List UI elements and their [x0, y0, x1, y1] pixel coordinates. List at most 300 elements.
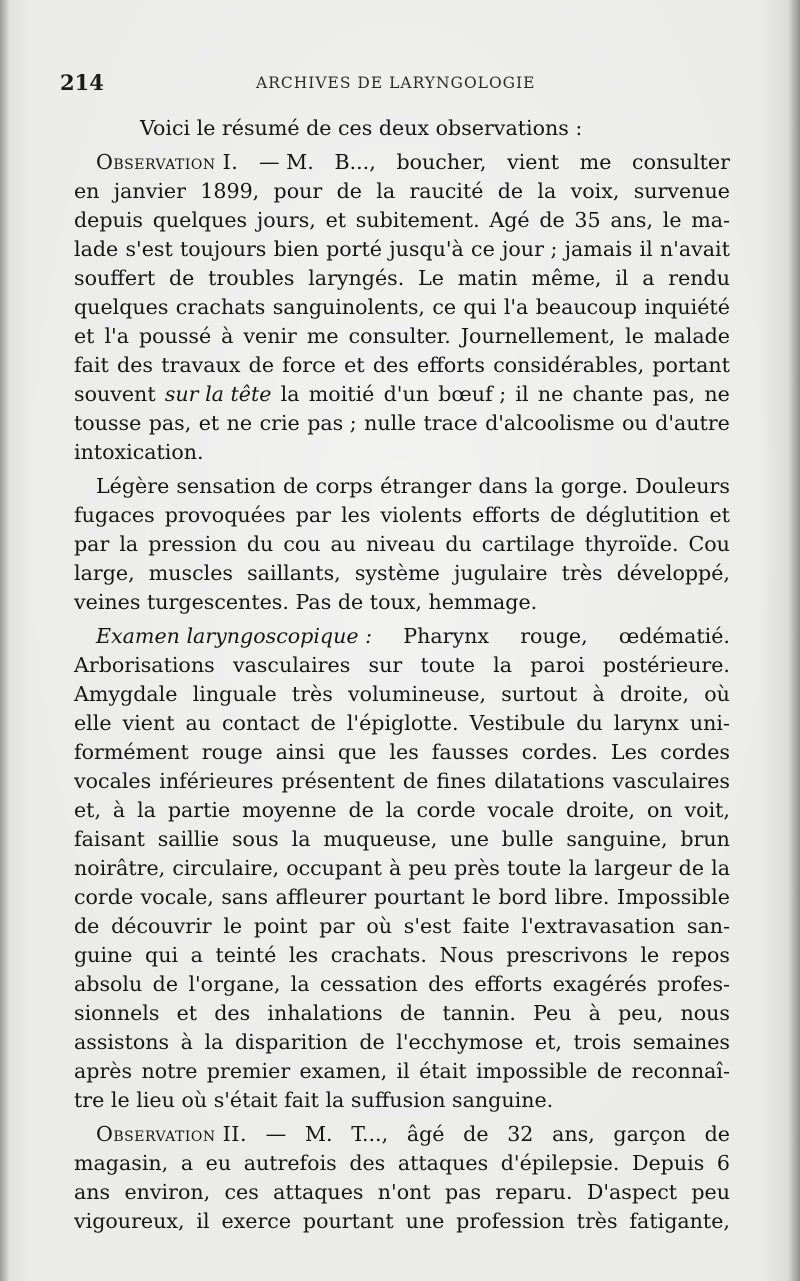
text-line — [74, 559, 730, 588]
word: consulter. — [348, 324, 451, 348]
text-line — [74, 235, 730, 264]
word: vient — [507, 150, 560, 174]
word: tannin. — [442, 1001, 516, 1025]
word: Vestibule — [469, 711, 566, 735]
word: à — [221, 324, 234, 348]
word: lade — [74, 237, 119, 261]
word: ces — [224, 1180, 259, 1204]
word: eu — [205, 1151, 232, 1175]
word: Impossible — [616, 885, 730, 909]
word: bœuf ; — [438, 382, 507, 406]
word: suffusion — [350, 1088, 446, 1112]
word: inférieures — [159, 769, 274, 793]
word: magasin, — [74, 1151, 169, 1175]
word: sanguine. — [452, 1088, 554, 1112]
word: la — [376, 179, 396, 203]
word: poussé — [138, 324, 212, 348]
word: la — [325, 1088, 345, 1112]
word: par — [319, 914, 355, 938]
word: voix, — [570, 179, 620, 203]
word: l'ecchymose — [396, 1030, 524, 1054]
text-line — [74, 530, 730, 559]
word: toute — [420, 653, 475, 677]
word: dilatations — [494, 769, 605, 793]
word: brun — [680, 827, 730, 851]
text-line — [74, 651, 730, 680]
word: point — [253, 914, 308, 938]
word: fausses — [431, 740, 509, 764]
word: système — [354, 561, 440, 585]
word: gorge. — [560, 474, 629, 498]
word: impossible — [476, 1059, 588, 1083]
word: on — [646, 798, 673, 822]
word: examen, — [299, 1059, 388, 1083]
word: veines — [74, 590, 141, 614]
word: très — [291, 682, 333, 706]
word: peu, — [618, 1001, 664, 1025]
word: le — [472, 885, 491, 909]
word: muscles — [148, 561, 234, 585]
word: et — [709, 503, 730, 527]
word: large, — [74, 561, 135, 585]
word: faite — [462, 914, 510, 938]
word: Amygdale — [74, 682, 178, 706]
word: survenue — [633, 179, 730, 203]
word: rouge, — [520, 624, 588, 648]
word: cou — [283, 532, 321, 556]
observation-label: Observation I. — [96, 150, 239, 174]
word: il — [515, 382, 529, 406]
word: ne — [226, 411, 253, 435]
word: attaques — [273, 1180, 364, 1204]
word: jamais — [564, 237, 633, 261]
word: crachats. — [330, 943, 427, 967]
word: même, — [531, 266, 602, 290]
word: saillie — [157, 827, 220, 851]
text-line — [74, 114, 730, 143]
word: notre — [141, 1059, 198, 1083]
word: a — [180, 1151, 194, 1175]
word: de — [348, 798, 374, 822]
text-line — [74, 854, 730, 883]
word: vocale, — [140, 885, 214, 909]
word: garçon — [613, 1122, 686, 1146]
word: pas, — [148, 411, 192, 435]
text-line — [74, 472, 730, 501]
word: turgescentes. — [147, 590, 289, 614]
word: découvrir — [111, 914, 212, 938]
word: Nous — [439, 943, 494, 967]
word: à — [180, 1030, 193, 1054]
word: matin — [457, 266, 518, 290]
word: d'autre — [655, 411, 730, 435]
word: s'est — [125, 237, 173, 261]
word: troubles — [208, 266, 295, 290]
text-line — [74, 767, 730, 796]
word: bord — [498, 885, 548, 909]
word: fines — [436, 769, 487, 793]
word: autrefois — [243, 1151, 337, 1175]
word: vocales — [74, 769, 152, 793]
word: Arborisations — [74, 653, 215, 677]
word: hemmage. — [428, 590, 538, 614]
word: l'a — [503, 295, 529, 319]
word: droite, — [619, 682, 689, 706]
word: s'est — [403, 914, 452, 938]
word: exagérés — [552, 972, 647, 996]
word: trace — [423, 411, 478, 435]
word: d'un — [383, 382, 429, 406]
word: a — [642, 266, 655, 290]
word: moitié — [308, 382, 375, 406]
word: la — [291, 827, 311, 851]
word: où — [366, 914, 393, 938]
word: linguale — [192, 682, 277, 706]
word: des — [428, 972, 465, 996]
word: quelques — [74, 295, 169, 319]
word: exerce — [221, 1209, 292, 1233]
text-line — [74, 1057, 730, 1086]
word: de — [704, 1122, 730, 1146]
page-right-edge — [788, 0, 800, 1281]
word: noirâtre, — [74, 856, 166, 880]
text-line — [74, 883, 730, 912]
text-line — [74, 293, 730, 322]
word: inquiété — [644, 295, 730, 319]
word: pour — [273, 179, 323, 203]
word: ans, — [610, 208, 654, 232]
word: d'épilepsie. — [500, 1151, 620, 1175]
word: elle — [74, 711, 112, 735]
word: toux, — [369, 590, 422, 614]
word: rouge — [201, 740, 263, 764]
word: trois — [573, 1030, 622, 1054]
text-line — [74, 1178, 730, 1207]
word: Cou — [688, 532, 730, 556]
word: malade — [653, 324, 730, 348]
word: ne — [704, 382, 730, 406]
word: consulter — [632, 150, 730, 174]
word: reconnaî- — [631, 1059, 730, 1083]
word: la — [204, 1030, 224, 1054]
word: pression — [148, 532, 237, 556]
word: de — [337, 590, 364, 614]
word: jour ; — [502, 237, 558, 261]
word: dans — [478, 474, 528, 498]
word: tre — [74, 1088, 105, 1112]
word: la — [493, 653, 513, 677]
word: pourtant — [302, 1209, 394, 1233]
word: des — [117, 353, 153, 377]
word: disparition — [234, 1030, 348, 1054]
text-line — [74, 999, 730, 1028]
text-line — [74, 264, 730, 293]
word: qui — [463, 295, 497, 319]
word: l'épiglotte. — [346, 711, 459, 735]
word: reparu. — [495, 1180, 573, 1204]
word: le — [223, 914, 243, 938]
word: violents — [380, 503, 463, 527]
word: pas — [444, 1180, 482, 1204]
word: à — [588, 1001, 601, 1025]
word: fatigante, — [629, 1209, 730, 1233]
word: fait — [284, 1088, 319, 1112]
word: de — [497, 179, 524, 203]
word: nous — [680, 1001, 730, 1025]
word: provoquées — [164, 503, 286, 527]
word: boucher, — [396, 150, 487, 174]
word: ce — [471, 237, 495, 261]
text-line — [74, 322, 730, 351]
word: qui — [145, 943, 179, 967]
word: de — [74, 914, 100, 938]
word: saillants, — [247, 561, 341, 585]
text-line — [74, 177, 730, 206]
word: portant — [652, 353, 730, 377]
word: muqueuse, — [323, 827, 438, 851]
word: du — [246, 532, 274, 556]
word: environ, — [124, 1180, 211, 1204]
word: présentent — [281, 769, 395, 793]
word: niveau — [366, 532, 436, 556]
word: jours, — [256, 208, 316, 232]
text-line — [74, 1086, 730, 1115]
word: de — [399, 1001, 426, 1025]
word: libre. — [554, 885, 610, 909]
word: à — [112, 798, 126, 822]
word: a — [190, 943, 203, 967]
running-head — [60, 70, 740, 100]
word: cordes — [660, 740, 730, 764]
text-line — [74, 970, 730, 999]
word: formément — [74, 740, 189, 764]
word: la — [290, 972, 310, 996]
word: le — [640, 943, 660, 967]
word: peu — [691, 1180, 730, 1204]
word: et, — [534, 1030, 562, 1054]
word: la — [534, 474, 554, 498]
word: l'a — [104, 324, 129, 348]
word: très — [576, 1209, 618, 1233]
word: droite, — [566, 798, 636, 822]
word: — M. — [259, 150, 314, 174]
text-line — [74, 1028, 730, 1057]
word: D'aspect — [586, 1180, 678, 1204]
word: au — [330, 532, 357, 556]
word: Depuis — [631, 1151, 705, 1175]
word: — — [265, 1122, 287, 1146]
word: et — [325, 208, 347, 232]
text-line — [74, 1120, 730, 1149]
page-left-edge — [0, 0, 10, 1281]
word: postérieure. — [602, 653, 730, 677]
word: la — [568, 856, 588, 880]
word: du — [445, 532, 472, 556]
word: 35 — [574, 208, 601, 232]
word: largeur — [594, 856, 672, 880]
text-line — [74, 438, 730, 467]
word: de — [282, 474, 309, 498]
word: nulle — [364, 411, 417, 435]
word: paroi — [530, 653, 585, 677]
word: Peu — [533, 1001, 572, 1025]
word: il — [196, 1209, 210, 1233]
word: près — [454, 856, 500, 880]
word: déglutition — [585, 503, 700, 527]
word: bulle — [501, 827, 554, 851]
text-line — [74, 825, 730, 854]
word: fugaces — [74, 503, 155, 527]
word: bien — [273, 237, 319, 261]
word: s'était — [213, 1088, 278, 1112]
text-line — [74, 622, 730, 651]
word: une — [450, 827, 489, 851]
word: janvier — [113, 179, 186, 203]
word: que — [337, 740, 377, 764]
word: efforts — [474, 972, 543, 996]
word: de — [402, 769, 429, 793]
word: à — [592, 682, 605, 706]
word: la — [137, 798, 156, 822]
word: san- — [686, 914, 730, 938]
word: n'ont — [377, 1180, 431, 1204]
word: et — [176, 1001, 198, 1025]
word: par — [295, 503, 331, 527]
word: par — [74, 532, 110, 556]
word: tousse — [74, 411, 142, 435]
word: Pharynx — [403, 624, 489, 648]
word: d'alcoolisme — [485, 411, 615, 435]
word: subitement. — [355, 208, 480, 232]
text-line — [74, 409, 730, 438]
word: M. — [304, 1122, 333, 1146]
word: depuis — [74, 208, 143, 232]
word: développé, — [616, 561, 730, 585]
word: à — [389, 856, 402, 880]
word: Pas — [295, 590, 332, 614]
text-line — [74, 588, 730, 617]
word: teinté — [215, 943, 277, 967]
running-title: ARCHIVES DE LARYNGOLOGIE — [256, 74, 536, 92]
text-line — [74, 351, 730, 380]
word: circulaire, — [172, 856, 280, 880]
word: après — [74, 1059, 133, 1083]
word: travaux — [161, 353, 241, 377]
text-line — [74, 738, 730, 767]
word: ainsi — [275, 740, 325, 764]
word: occupant — [286, 856, 382, 880]
word: de — [310, 711, 336, 735]
word: de — [359, 1030, 385, 1054]
word: efforts — [472, 503, 541, 527]
text-line — [74, 709, 730, 738]
word: les — [288, 943, 319, 967]
word: attaques — [397, 1151, 489, 1175]
word: cessation — [320, 972, 418, 996]
word: des — [214, 1001, 251, 1025]
word: sanguinolents, — [272, 295, 425, 319]
word: sans — [221, 885, 269, 909]
word: chante — [572, 382, 644, 406]
word: cordes. — [521, 740, 598, 764]
word: ans, — [552, 1122, 595, 1146]
word: Douleurs — [635, 474, 730, 498]
word: corps — [315, 474, 373, 498]
word: où — [181, 1088, 208, 1112]
word: une — [405, 1209, 445, 1233]
word: affleurer — [275, 885, 367, 909]
word: de — [550, 503, 576, 527]
word: vient — [122, 711, 175, 735]
word: corde — [416, 798, 476, 822]
word: volumineuse, — [348, 682, 487, 706]
word: inhalations — [267, 1001, 383, 1025]
word: vocale — [487, 798, 555, 822]
word: 32 — [507, 1122, 534, 1146]
word: crachats — [175, 295, 266, 319]
word: absolu — [74, 972, 143, 996]
word: sous — [231, 827, 279, 851]
word: l'organe, — [188, 972, 281, 996]
word: prescrivons — [506, 943, 628, 967]
word: ce — [432, 295, 457, 319]
word: œdématié. — [618, 624, 730, 648]
word: peu — [408, 856, 447, 880]
word: de — [678, 856, 705, 880]
word: repos — [671, 943, 730, 967]
word: vasculaires — [232, 653, 351, 677]
word: étranger — [380, 474, 472, 498]
word: où — [704, 682, 730, 706]
text-line — [74, 501, 730, 530]
word: Voici le résumé de ces deux observations : — [140, 116, 583, 140]
word: semaines — [632, 1030, 730, 1054]
word: ou — [622, 411, 648, 435]
word: force — [282, 353, 336, 377]
word: raucité — [409, 179, 484, 203]
word: la — [280, 382, 300, 406]
word: les — [389, 740, 419, 764]
word: en — [74, 179, 100, 203]
word: de — [152, 972, 179, 996]
body-text — [74, 114, 730, 1236]
word: efforts — [417, 353, 485, 377]
word: toujours — [179, 237, 267, 261]
word: cartilage — [481, 532, 575, 556]
text-line — [74, 148, 730, 177]
word: vigoureux, — [74, 1209, 185, 1233]
word: 1899, — [200, 179, 260, 203]
word: corde — [74, 885, 134, 909]
word: faisant — [74, 827, 145, 851]
word: était — [419, 1059, 467, 1083]
word: assistons — [74, 1030, 170, 1054]
word: il — [639, 237, 653, 261]
word: larynx — [613, 711, 679, 735]
word: et — [74, 324, 95, 348]
word: Légère — [96, 474, 170, 498]
word: ans — [74, 1180, 111, 1204]
word: des — [349, 1151, 386, 1175]
word: et, — [74, 798, 102, 822]
word: la — [119, 532, 139, 556]
word: le — [110, 1088, 130, 1112]
word: considérables, — [493, 353, 645, 377]
word: profession — [456, 1209, 565, 1233]
text-line — [74, 941, 730, 970]
word: du — [576, 711, 603, 735]
word: Agé — [489, 208, 530, 232]
